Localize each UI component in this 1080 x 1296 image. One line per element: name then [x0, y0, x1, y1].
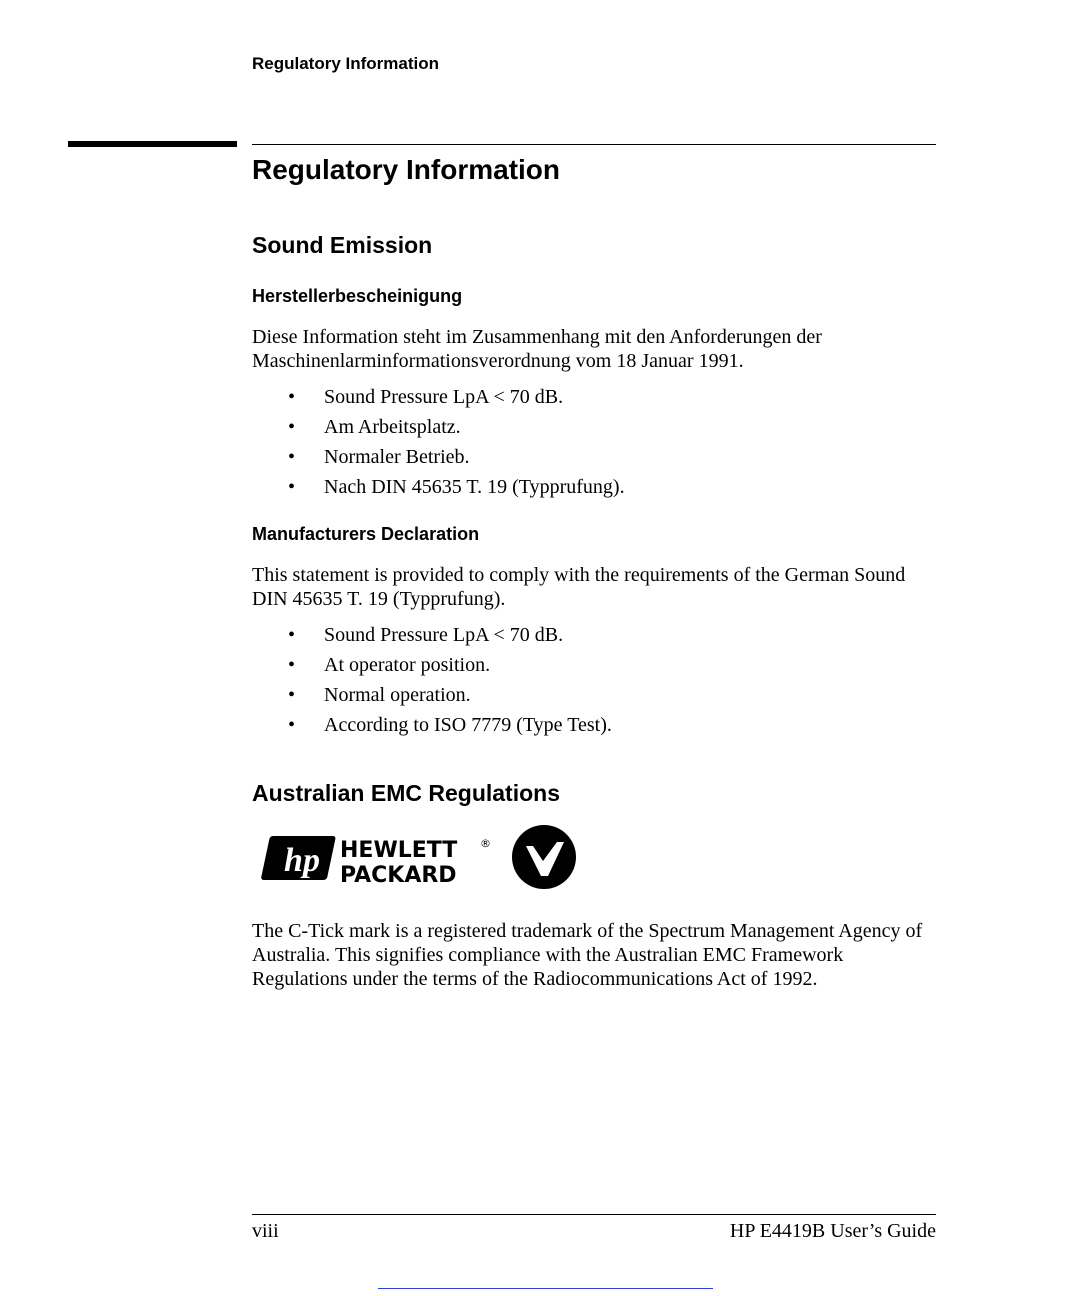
list-item: • Sound Pressure LpA < 70 dB. — [288, 386, 564, 408]
page-number: viii — [252, 1220, 279, 1242]
c-tick-paragraph: The C-Tick mark is a registered trademark of the Spectrum Management Agency of Australia. This signifies compliance with the Australian EMC Framework Regulations under the terms of the Radiocommunications Act of 1992. — [252, 920, 923, 990]
bullet-icon: • — [288, 624, 296, 646]
footer-rule — [252, 1214, 936, 1215]
link-underline — [378, 1288, 713, 1289]
c-tick-icon — [512, 825, 576, 889]
section-marker-bar — [68, 141, 237, 147]
german-declaration-heading: Herstellerbescheinigung — [252, 286, 463, 306]
english-bullet-list — [252, 623, 612, 743]
brand-line2: PACKARD — [340, 863, 457, 888]
australian-emc-heading: Australian EMC Regulations — [252, 780, 560, 806]
list-item: • Am Arbeitsplatz. — [288, 416, 461, 438]
list-item: • Normaler Betrieb. — [288, 446, 470, 468]
bullet-icon: • — [288, 446, 296, 468]
list-item: • According to ISO 7779 (Type Test). — [288, 714, 612, 736]
german-bullet-list — [252, 385, 625, 505]
bullet-icon: • — [288, 416, 296, 438]
bullet-icon: • — [288, 714, 296, 736]
logo-row — [258, 824, 588, 892]
list-item: • Sound Pressure LpA < 70 dB. — [288, 624, 564, 646]
running-header: Regulatory Information — [252, 54, 440, 73]
hp-mark: hp — [284, 842, 320, 879]
manufacturers-declaration-heading: Manufacturers Declaration — [252, 524, 480, 544]
list-item: • Nach DIN 45635 T. 19 (Typprufung). — [288, 476, 625, 498]
bullet-icon: • — [288, 684, 296, 706]
manufacturers-declaration-paragraph: This statement is provided to comply with the requirements of the German Sound DIN 45635 T. 19 (Typprufung). — [252, 564, 906, 610]
bullet-icon: • — [288, 654, 296, 676]
german-declaration-paragraph: Diese Information steht im Zusammenhang mit den Anforderungen der Maschinenlarminformationsverordnung vom 18 Januar 1991. — [252, 326, 822, 372]
list-item: • At operator position. — [288, 654, 491, 676]
sound-emission-heading: Sound Emission — [252, 232, 433, 258]
page-title: Regulatory Information — [252, 154, 561, 185]
guide-title: HP E4419B User’s Guide — [729, 1220, 936, 1242]
hp-logo-icon — [258, 824, 588, 892]
bullet-icon: • — [288, 386, 296, 408]
bullet-icon: • — [288, 476, 296, 498]
list-item: • Normal operation. — [288, 684, 471, 706]
registered-mark: ® — [480, 837, 491, 850]
title-rule — [252, 144, 936, 145]
brand-line1: HEWLETT — [340, 838, 458, 863]
